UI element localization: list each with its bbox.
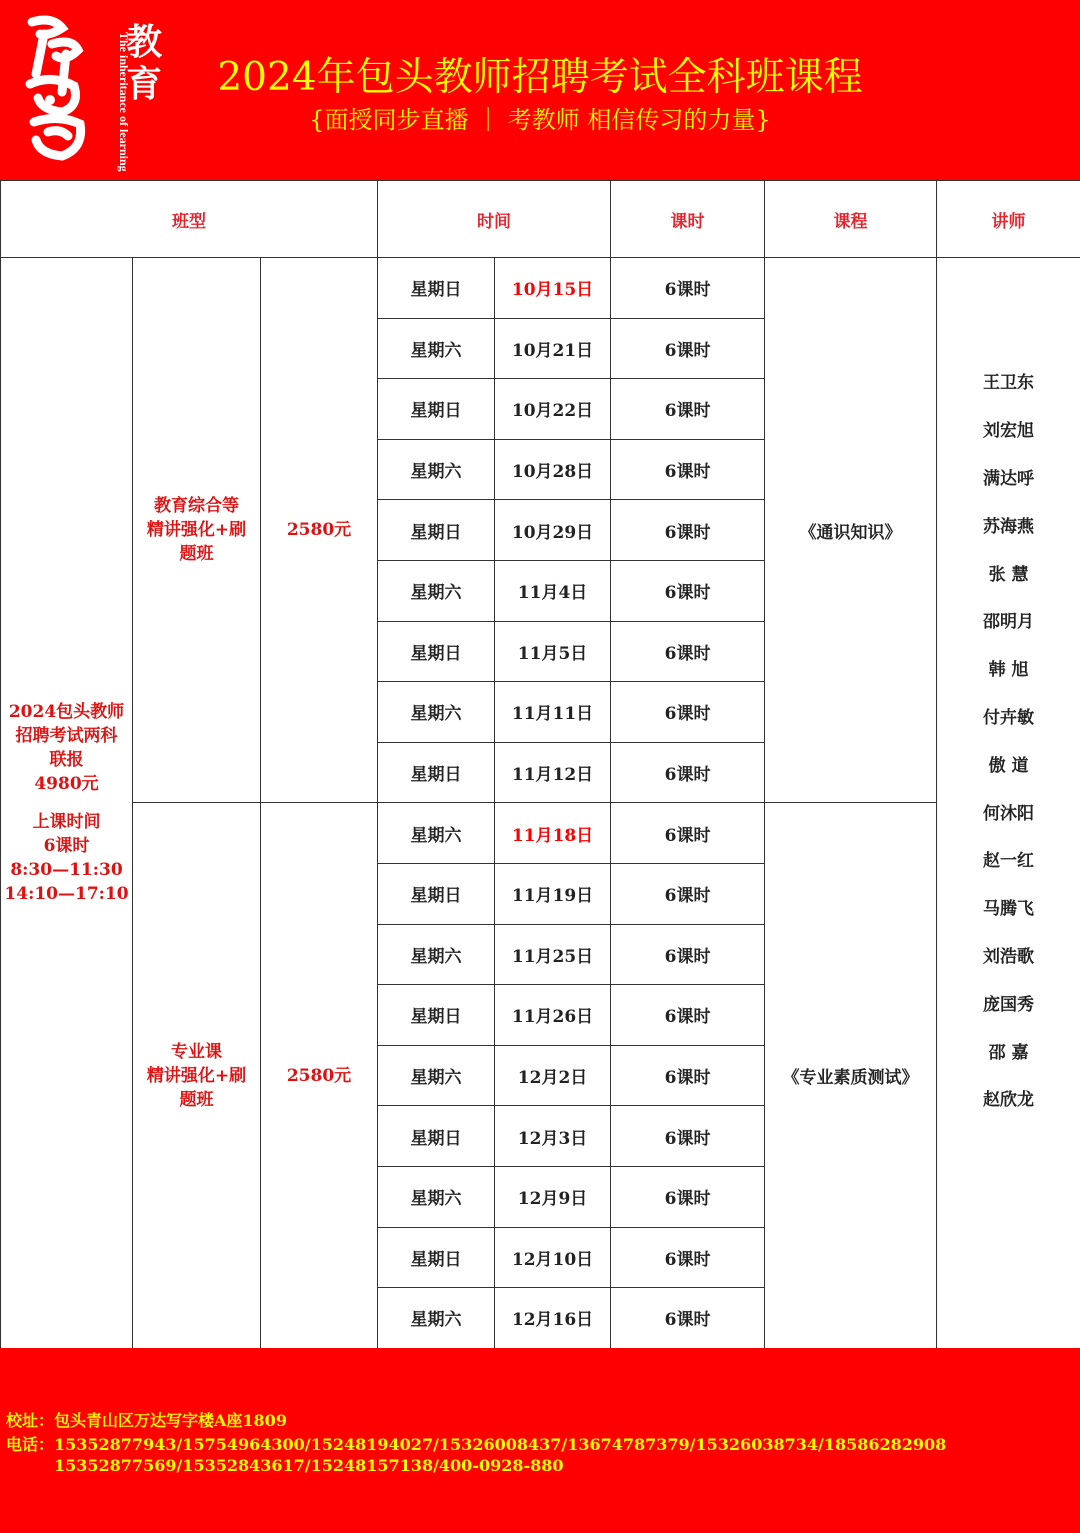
session-hours: 6课时	[611, 742, 765, 803]
session-day: 星期日	[378, 379, 495, 440]
logo-english-text: The inheritance of learning	[117, 32, 131, 172]
class-name-line: 专业课	[171, 1041, 222, 1062]
session-hours: 6课时	[611, 1166, 765, 1227]
class-time-morning: 8:30—11:30	[10, 859, 123, 880]
column-header-class-type: 班型	[1, 181, 378, 258]
teacher-name: 庞国秀	[983, 994, 1035, 1015]
header-row	[1, 181, 1080, 258]
table-row	[1, 258, 1080, 319]
session-hours: 6课时	[611, 439, 765, 500]
column-header-time: 时间	[378, 181, 611, 258]
session-date: 11月12日	[495, 742, 611, 803]
session-hours: 6课时	[611, 379, 765, 440]
class-time-afternoon: 14:10—17:10	[4, 883, 129, 904]
footer-phone-line-1: 电话：15352877943/15754964300/15248194027/15326008437/13674787379/15326038734/18586282908	[6, 1435, 947, 1454]
session-date: 12月10日	[495, 1227, 611, 1288]
column-header-teacher: 讲师	[937, 181, 1080, 258]
session-date: 12月2日	[495, 1045, 611, 1106]
teacher-name: 刘浩歌	[983, 947, 1035, 968]
footer-address: 校址：包头青山区万达写字楼A座1809	[6, 1411, 287, 1430]
session-date: 11月19日	[495, 863, 611, 924]
table-row	[1, 803, 1080, 864]
column-header-course: 课程	[765, 181, 937, 258]
header-banner	[0, 0, 1080, 180]
session-date: 11月26日	[495, 985, 611, 1046]
session-hours: 6课时	[611, 1288, 765, 1349]
session-date: 12月16日	[495, 1288, 611, 1349]
session-hours: 6课时	[611, 1106, 765, 1167]
session-day: 星期六	[378, 560, 495, 621]
page-title: 2024年包头教师招聘考试全科班课程	[217, 55, 863, 100]
session-day: 星期日	[378, 985, 495, 1046]
session-day: 星期六	[378, 924, 495, 985]
teacher-name: 邵明月	[983, 612, 1035, 633]
class-name-line: 精讲强化+刷	[146, 520, 247, 541]
class-time-label: 上课时间	[32, 811, 101, 832]
session-day: 星期日	[378, 500, 495, 561]
class-name-line: 教育综合等	[154, 496, 239, 517]
session-hours: 6课时	[611, 1227, 765, 1288]
session-hours: 6课时	[611, 985, 765, 1046]
session-hours: 6课时	[611, 258, 765, 319]
class-name-cell	[133, 803, 261, 1348]
session-hours: 6课时	[611, 863, 765, 924]
session-hours: 6课时	[611, 318, 765, 379]
session-day: 星期六	[378, 1288, 495, 1349]
teacher-name: 傲 道	[988, 755, 1029, 776]
session-date: 11月25日	[495, 924, 611, 985]
session-day: 星期日	[378, 258, 495, 319]
teacher-name: 满达呼	[983, 469, 1035, 490]
session-date: 10月21日	[495, 318, 611, 379]
class-name-cell	[133, 258, 261, 803]
session-day: 星期六	[378, 1045, 495, 1106]
session-hours: 6课时	[611, 803, 765, 864]
combo-price: 4980元	[34, 773, 99, 794]
session-date: 11月5日	[495, 621, 611, 682]
session-date: 10月28日	[495, 439, 611, 500]
session-hours: 6课时	[611, 560, 765, 621]
teacher-name: 何沐阳	[983, 803, 1035, 824]
session-day: 星期六	[378, 318, 495, 379]
calligraphy-logo-icon	[22, 14, 92, 164]
course-name: 《通识知识》	[765, 258, 937, 803]
teacher-name: 赵欣龙	[983, 1090, 1035, 1111]
session-hours: 6课时	[611, 1045, 765, 1106]
teacher-name: 苏海燕	[983, 516, 1035, 537]
session-hours: 6课时	[611, 682, 765, 743]
session-day: 星期六	[378, 682, 495, 743]
course-name: 《专业素质测试》	[765, 803, 937, 1348]
teacher-name: 赵一红	[983, 851, 1035, 872]
teacher-cell	[937, 258, 1080, 1349]
class-name-line: 精讲强化+刷	[146, 1065, 247, 1086]
teacher-name: 付卉敏	[983, 708, 1035, 729]
session-date: 11月4日	[495, 560, 611, 621]
combo-name-line-2: 招聘考试两科	[15, 725, 118, 746]
class-price: 2580元	[261, 803, 378, 1348]
session-day: 星期六	[378, 1166, 495, 1227]
teacher-name: 张 慧	[988, 564, 1029, 585]
session-day: 星期日	[378, 742, 495, 803]
teacher-name: 马腾飞	[983, 899, 1035, 920]
session-date: 11月11日	[495, 682, 611, 743]
class-name-line: 题班	[179, 1089, 214, 1110]
teacher-name: 邵 嘉	[988, 1042, 1029, 1063]
session-day: 星期日	[378, 1227, 495, 1288]
session-hours: 6课时	[611, 621, 765, 682]
class-price: 2580元	[261, 258, 378, 803]
session-date: 11月18日	[495, 803, 611, 864]
session-day: 星期日	[378, 1106, 495, 1167]
class-name-line: 题班	[179, 544, 214, 565]
session-date: 10月22日	[495, 379, 611, 440]
session-hours: 6课时	[611, 500, 765, 561]
combo-name-line-1: 2024包头教师	[8, 701, 125, 722]
class-time-hours: 6课时	[43, 835, 90, 856]
footer-banner	[0, 1348, 1080, 1533]
session-hours: 6课时	[611, 924, 765, 985]
column-header-hours: 课时	[611, 181, 765, 258]
combo-cell	[1, 258, 133, 1349]
teacher-name: 韩 旭	[988, 660, 1029, 681]
combo-name-line-3: 联报	[49, 749, 84, 770]
session-day: 星期六	[378, 803, 495, 864]
footer-phone-line-2: 15352877569/15352843617/15248157138/400-0928-880	[54, 1456, 564, 1475]
session-date: 12月3日	[495, 1106, 611, 1167]
logo	[22, 14, 163, 172]
teacher-name: 刘宏旭	[983, 421, 1035, 442]
teacher-name: 王卫东	[983, 373, 1035, 394]
page-subtitle: {面授同步直播 ｜ 考教师 相信传习的力量}	[309, 106, 771, 134]
session-day: 星期日	[378, 863, 495, 924]
session-day: 星期六	[378, 439, 495, 500]
session-date: 10月15日	[495, 258, 611, 319]
session-date: 12月9日	[495, 1166, 611, 1227]
combo-spacer	[1, 796, 132, 810]
logo-chinese-text: 教育	[126, 22, 163, 105]
schedule-table	[0, 180, 1080, 1349]
session-day: 星期日	[378, 621, 495, 682]
session-date: 10月29日	[495, 500, 611, 561]
